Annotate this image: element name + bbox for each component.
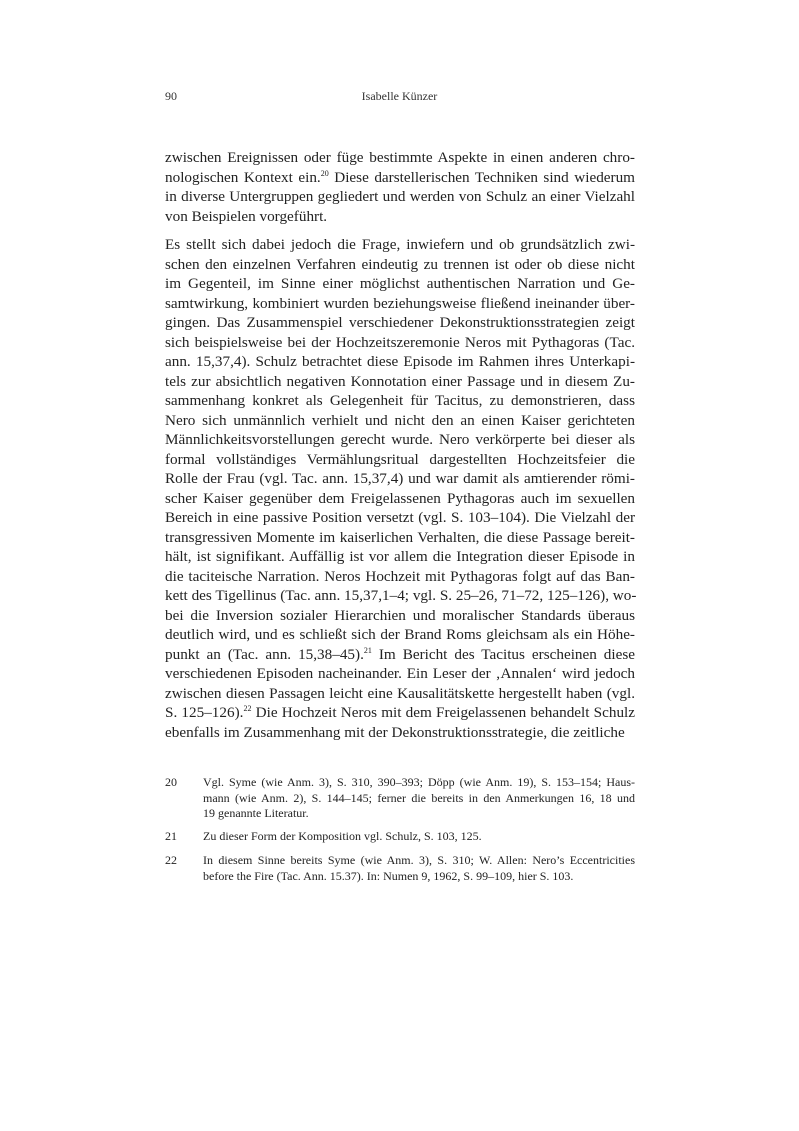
- text-segment: punkt an (Tac. ann. 15,38–45).: [165, 645, 364, 663]
- text-line: mann (wie Anm. 2), S. 144–145; ferner die bereits in den Anmerkungen 16, 18 und: [203, 790, 635, 805]
- text-line: im Gegenteil, im Sinne einer möglichst authentischen Narration und Ge-: [165, 275, 635, 292]
- text-line: In diesem Sinne bereits Syme (wie Anm. 3), S. 310; W. Allen: Nero’s Eccentricities: [203, 853, 635, 867]
- text-line: kett des Tigellinus (Tac. ann. 15,37,1–4; vgl. S. 25–26, 71–72, 125–126), wo-: [165, 587, 637, 604]
- text-line: formal vollständiges Vermählungsritual dargestellten Hochzeitsfeier die: [165, 450, 635, 468]
- text-line: 19 genannte Literatur.: [203, 806, 309, 820]
- page-number: 90: [165, 89, 177, 103]
- text-line: Männlichkeitsvorstellungen gerecht wurde. Nero verkörperte bei dieser als: [165, 431, 635, 448]
- text-line: schen den einzelnen Verfahren eindeutig zu trennen ist oder ob diese nicht: [165, 255, 635, 273]
- text-line: von Beispielen vorgeführt.: [165, 207, 328, 225]
- text-line: [165, 703, 635, 723]
- footnote-reference: 22: [243, 704, 252, 713]
- text-line: in diverse Untergruppen gegliedert und werden von Schulz an einer Vielzahl: [165, 188, 635, 205]
- body-paragraph: [165, 148, 635, 226]
- text-line: scher Kaiser gegenüber dem Freigelassenen Pythagoras auch im sexuellen: [165, 489, 635, 507]
- text-line: gingen. Das Zusammenspiel verschiedener Dekonstruktionsstrategien zeigt: [165, 314, 635, 331]
- footnote-text: [203, 775, 635, 822]
- text-line: zwischen diesen Passagen leicht eine Kausalitätskette hergestellt haben (vgl.: [165, 684, 635, 702]
- running-head: Isabelle Künzer: [361, 89, 438, 103]
- footnote-reference: 20: [320, 168, 329, 178]
- text-line: verschiedenen Episoden nacheinander. Ein Leser der ‚Annalen‘ wird jedoch: [165, 665, 635, 682]
- text-line: Es stellt sich dabei jedoch die Frage, inwiefern und ob grundsätzlich zwi-: [165, 236, 635, 253]
- text-line: ebenfalls im Zusammenhang mit der Dekonstruktionsstrategie, die zeitliche: [165, 723, 625, 741]
- text-line: die taciteische Narration. Neros Hochzeit mit Pythagoras folgt auf das Ban-: [165, 567, 635, 585]
- text-segment: Die Hochzeit Neros mit dem Freigelassenen behandelt Schulz: [251, 704, 635, 721]
- text-segment: nologischen Kontext ein.: [165, 168, 321, 186]
- text-line: tels zur absichtlich negativen Konnotation einer Passage und in diesem Zu-: [165, 372, 635, 390]
- footnote-number: 20: [165, 775, 177, 789]
- text-line: before the Fire (Tac. Ann. 15.37). In: Numen 9, 1962, S. 99–109, hier S. 103.: [203, 868, 574, 883]
- text-line: ann. 15,37,4). Schulz betrachtet diese Episode im Rahmen ihres Unterkapi-: [165, 353, 635, 370]
- footnote-number: 22: [165, 853, 177, 867]
- text-line: sich beispielsweise bei der Hochzeitszeremonie Neros mit Pythagoras (Tac.: [165, 333, 635, 351]
- text-line: sammenhang konkret als Gelegenheit für Tacitus, zu demonstrieren, dass: [165, 392, 635, 409]
- text-segment: Im Bericht des Tacitus erscheinen diese: [371, 645, 636, 663]
- text-line: Zu dieser Form der Komposition vgl. Schulz, S. 103, 125.: [203, 829, 482, 843]
- text-line: Vgl. Syme (wie Anm. 3), S. 310, 390–393; Döpp (wie Anm. 19), S. 153–154; Haus-: [203, 775, 635, 789]
- text-line: [165, 168, 635, 188]
- text-line: Nero sich unmännlich verhielt und nicht den an einen Kaiser gerichteten: [165, 411, 635, 429]
- footnote-number: 21: [165, 829, 177, 843]
- text-segment: Diese darstellerischen Techniken sind wiederum: [328, 168, 635, 186]
- text-line: Rolle der Frau (vgl. Tac. ann. 15,37,4) und war damit als amtierender römi-: [165, 470, 635, 487]
- footnote-text: [203, 853, 635, 884]
- text-line: hält, ist signifikant. Auffällig ist vor allem die Integration dieser Episode in: [165, 548, 635, 565]
- footnote-text: [203, 829, 635, 845]
- text-line: zwischen Ereignissen oder füge bestimmte Aspekte in einen anderen chro-: [165, 149, 635, 166]
- text-line: deutlich wird, und es schließt sich der Brand Roms gleichsam als ein Höhe-: [165, 626, 635, 643]
- text-line: [165, 645, 635, 665]
- footnote-reference: 21: [363, 645, 372, 655]
- body-paragraph: [165, 235, 635, 742]
- text-line: Bereich in eine passive Position versetzt (vgl. S. 103–104). Die Vielzahl der: [165, 509, 635, 526]
- text-line: bei die Inversion sozialer Hierarchien und moralischer Standards überaus: [165, 606, 635, 624]
- text-segment: S. 125–126).: [165, 704, 244, 721]
- text-line: transgressiven Momente im kaiserlichen Verhalten, die diese Passage bereit-: [165, 528, 635, 546]
- text-line: samtwirkung, kombiniert wurden beziehungsweise fließend ineinander über-: [165, 294, 635, 312]
